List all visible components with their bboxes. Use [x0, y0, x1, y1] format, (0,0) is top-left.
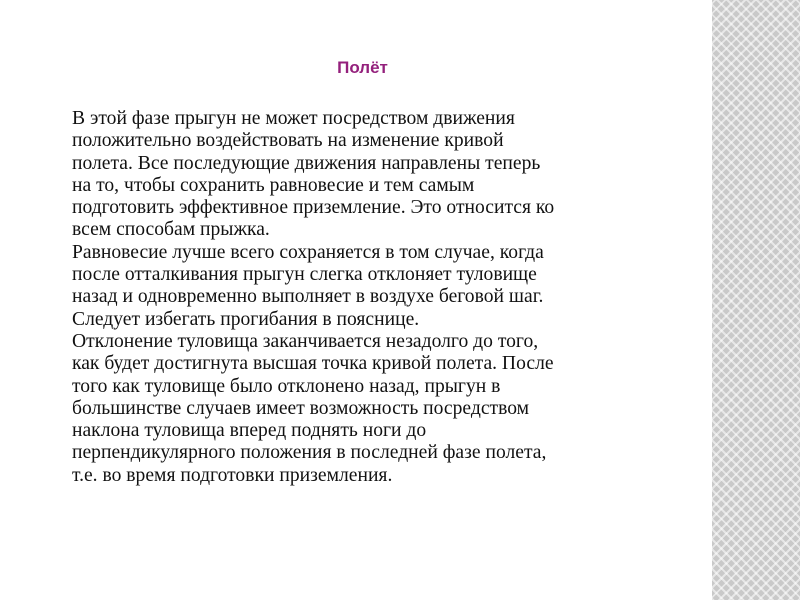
text-line: на то, чтобы сохранить равновесие и тем самым [72, 174, 475, 196]
text-line: назад и одновременно выполняет в воздухе беговой шаг. [72, 286, 544, 308]
text-line: наклона туловища вперед поднять ноги до [72, 420, 427, 442]
text-line: Отклонение туловища заканчивается незадолго до того, [72, 330, 539, 352]
text-line: большинстве случаев имеет возможность посредством [72, 397, 530, 419]
slide-body-text [72, 108, 682, 487]
text-line: перпендикулярного положения в последней фазе полета, [72, 442, 547, 464]
text-line: В этой фазе прыгун не может посредством движения [72, 108, 515, 129]
text-line: того как туловище было отклонено назад, прыгун в [72, 375, 501, 397]
text-line: Следует избегать прогибания в пояснице. [72, 308, 420, 330]
text-line: Равновесие лучше всего сохраняется в том случае, когда [72, 241, 544, 263]
text-line: всем способам прыжка. [72, 219, 270, 241]
text-line: после отталкивания прыгун слегка отклоняет туловище [72, 264, 537, 286]
slide-title: Полёт [337, 58, 388, 77]
text-line: т.е. во время подготовки приземления. [72, 464, 393, 486]
text-line: как будет достигнута высшая точка кривой полета. После [72, 353, 554, 375]
text-line: полета. Все последующие движения направлены теперь [72, 152, 541, 174]
text-line: подготовить эффективное приземление. Это относится ко [72, 197, 555, 219]
decorative-side-band [712, 0, 800, 600]
text-line: положительно воздействовать на изменение кривой [72, 130, 504, 152]
